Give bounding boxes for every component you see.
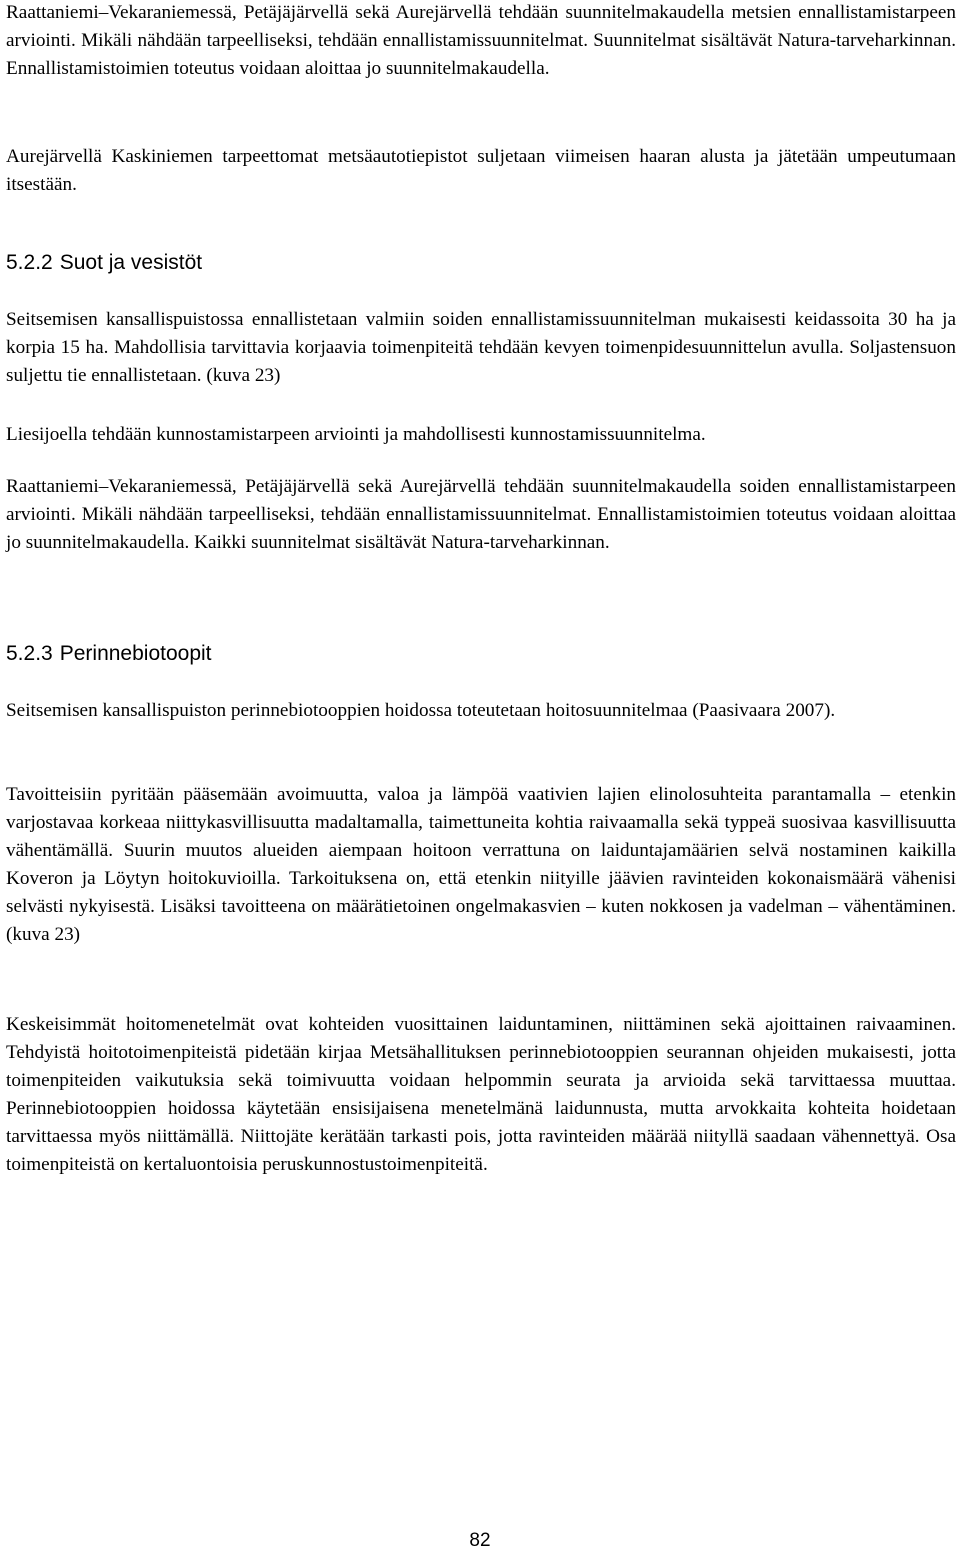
paragraph-liesijoki: Liesijoella tehdään kunnostamistarpeen arviointi ja mahdollisesti kunnostamissuunnitelma. [6,424,706,445]
paragraph-seitseminen-mires: Seitsemisen kansallispuistossa ennallistetaan valmiin soiden ennallistamissuunnitelman mukaisesti keidassoita 30 ha ja korpia 15 ha. Mahdollisia tarvittavia korjaavia toimenpiteitä tehdään kevyen toimenpidesuunnittelun avulla. Soljastensuon suljettu tie ennallistetaan. (kuva 23) [6,309,956,386]
section-title: Perinnebiotoopit [59,642,212,665]
paragraph-goals: Tavoitteisiin pyritään pääsemään avoimuutta, valoa ja lämpöä vaativien lajien elinolosuhteita parantamalla – etenkin varjostavaa korkeaa niittykasvillisuutta madaltamalla, taimettuneita kohtia raivaamalla sekä typpeä suosivaa kasvillisuutta vähentämällä. Suurin muutos alueiden aiempaan hoitoon verrattuna on laiduntajamäärien selvä nostaminen kaikilla Koveron ja Löytyn hoitokuvioilla. Tarkoituksena on, että etenkin niityille jäävien ravinteiden kokonaismäärä vähenisi selvästi nykyisestä. Lisäksi tavoitteena on määrätietoinen ongelmakasvien – kuten nokkosen ja vadelman – vähentäminen. (kuva 23) [6,784,956,945]
paragraph-management-methods: Keskeisimmät hoitomenetelmät ovat kohteiden vuosittainen laiduntaminen, niittäminen sekä ajoittainen raivaaminen. Tehdyistä hoitotoimenpiteistä pidetään kirjaa Metsähallituksen perinnebiotooppien seurannan ohjeiden mukaisesti, jotta toimenpiteiden vaikutuksia sekä toimivuutta voidaan helpommin seurata ja arvioida sekä tarvittaessa muuttaa. Perinnebiotooppien hoidossa käytetään ensisijaisena menetelmänä laidunnusta, mutta arvokkaita kohteita hoidetaan tarvittaessa myös niittämällä. Niittojäte kerätään tarkasti pois, jotta ravinteiden määrää niityllä saadaan vähennettyä. Osa toimenpiteistä on kertaluontoisia peruskunnostustoimenpiteitä. [6,1014,956,1175]
section-title: Suot ja vesistöt [59,251,203,274]
paragraph-traditional-biotopes-plan: Seitsemisen kansallispuiston perinnebiotooppien hoidossa toteutetaan hoitosuunnitelmaa (Paasivaara 2007). [6,700,836,721]
section-heading-suot-ja-vesistot [6,249,202,277]
paragraph-forest-restoration: Raattaniemi–Vekaraniemessä, Petäjäjärvellä sekä Aurejärvellä tehdään suunnitelmakaudella metsien ennallistamistarpeen arviointi. Mikäli nähdään tarpeelliseksi, tehdään ennallistamissuunnitelmat. Suunnitelmat sisältävät Natura-tarveharkinnan. Ennallistamistoimien toteutus voidaan aloittaa jo suunnitelmakaudella. [6,2,956,79]
section-number: 5.2.3 [6,642,53,665]
section-heading-perinnebiotoopit [6,640,212,668]
paragraph-mire-restoration: Raattaniemi–Vekaraniemessä, Petäjäjärvellä sekä Aurejärvellä tehdään suunnitelmakaudella soiden ennallistamistarpeen arviointi. Mikäli nähdään tarpeelliseksi, tehdään ennallistamissuunnitelmat. Ennallistamistoimien toteutus voidaan aloittaa jo suunnitelmakaudella. Kaikki suunnitelmat sisältävät Natura-tarveharkinnan. [6,476,956,553]
section-number: 5.2.2 [6,251,53,274]
paragraph-kaskiniemi-roads: Aurejärvellä Kaskiniemen tarpeettomat metsäautotiepistot suljetaan viimeisen haaran alusta ja jätetään umpeutumaan itsestään. [6,146,956,195]
page-number: 82 [469,1530,491,1551]
